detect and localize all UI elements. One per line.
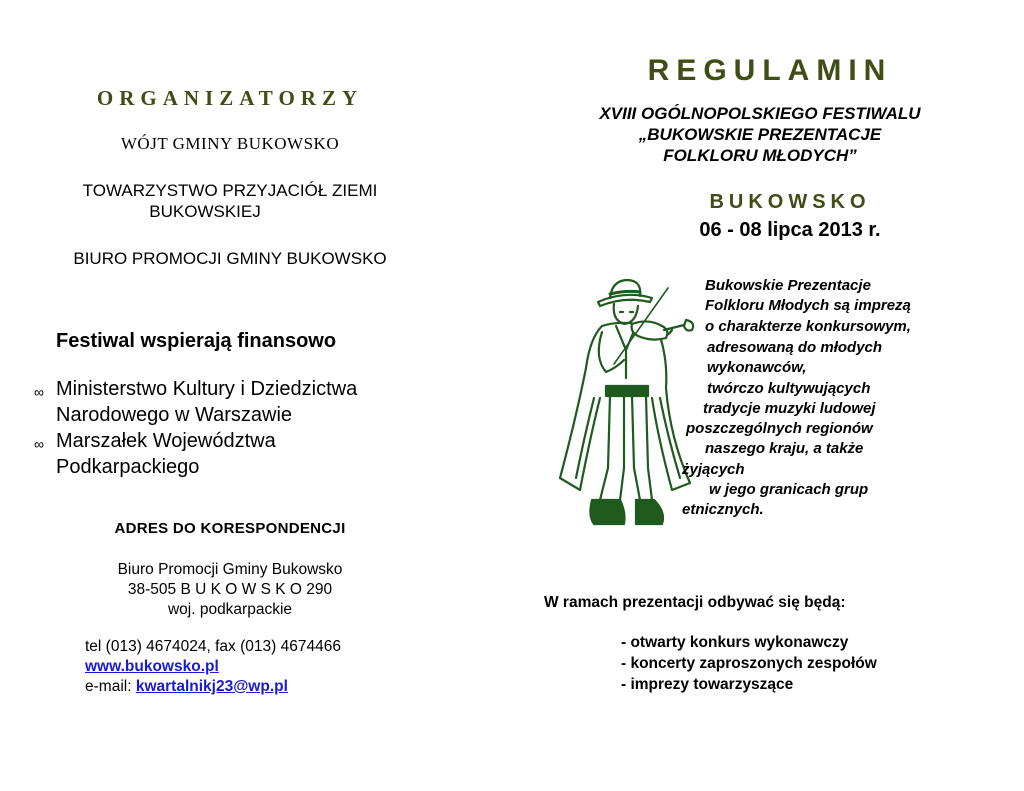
address-title: ADRES DO KORESPONDENCJI — [114, 520, 346, 537]
festival-subtitle — [540, 103, 980, 166]
organizer-wojt: WÓJT GMINY BUKOWSKO — [120, 134, 340, 153]
organizers-title: ORGANIZATORZY — [96, 86, 364, 110]
description-line: etnicznych. — [682, 501, 764, 518]
infinity-bullet-icon: ∞ — [34, 436, 44, 452]
description-line: Folkloru Młodych są imprezą — [705, 297, 911, 314]
description-line: wykonawców, — [707, 359, 807, 376]
address-line: 38-505 B U K O W S K O 290 — [127, 581, 333, 598]
infinity-bullet-icon: ∞ — [34, 384, 44, 400]
subtitle-line: FOLKLORU MŁODYCH” — [663, 146, 857, 165]
description-line: naszego kraju, a także — [705, 440, 864, 457]
description-line: o charakterze konkursowym, — [705, 318, 911, 335]
subtitle-line: XVIII OGÓLNOPOLSKIEGO FESTIWALU — [599, 104, 921, 123]
sponsor-line2: Podkarpackiego — [56, 456, 200, 478]
support-title: Festiwal wspierają finansowo — [56, 330, 337, 352]
description-line: Bukowskie Prezentacje — [705, 277, 871, 294]
address-block — [40, 560, 420, 620]
description-line: w jego granicach grup — [709, 481, 869, 498]
description-line: żyjących — [682, 461, 745, 478]
organizer-biuro: BIURO PROMOCJI GMINY BUKOWSKO — [73, 249, 387, 268]
contact-block — [85, 637, 341, 697]
address-line: Biuro Promocji Gminy Bukowsko — [117, 561, 343, 578]
event-item: - imprezy towarzyszące — [621, 676, 794, 693]
sponsor-item — [34, 428, 436, 480]
organizer-towarzystwo — [40, 180, 420, 222]
sponsor-line1: Marszałek Województwa — [56, 430, 276, 452]
regulamin-title: REGULAMIN — [647, 54, 893, 87]
town-name: BUKOWSKO — [709, 191, 871, 213]
email-link[interactable]: kwartalnikj23@wp.pl — [135, 678, 288, 695]
description-line: tradycje muzyki ludowej — [703, 400, 876, 417]
description-line: adresowaną do młodych — [707, 339, 883, 356]
phone-fax: tel (013) 4674024, fax (013) 4674466 — [85, 638, 341, 655]
sponsor-item — [34, 376, 436, 428]
email-label: e-mail: — [85, 678, 136, 695]
website-link[interactable]: www.bukowsko.pl — [85, 658, 219, 675]
organizer-towarzystwo-line1: TOWARZYSTWO PRZYJACIÓŁ ZIEMI — [82, 181, 378, 200]
sponsor-line2: Narodowego w Warszawie — [56, 404, 293, 426]
organizer-towarzystwo-line2: BUKOWSKIEJ — [149, 202, 261, 221]
events-intro: W ramach prezentacji odbywać się będą: — [544, 594, 846, 611]
subtitle-line: „BUKOWSKIE PREZENTACJE — [638, 125, 882, 144]
description-line: poszczególnych regionów — [686, 420, 873, 437]
sponsor-line1: Ministerstwo Kultury i Dziedzictwa — [56, 378, 358, 400]
event-item: - koncerty zaproszonych zespołów — [621, 655, 877, 672]
festival-dates: 06 - 08 lipca 2013 r. — [699, 219, 881, 241]
event-item: - otwarty konkurs wykonawczy — [621, 634, 849, 651]
description-line: twórczo kultywujących — [707, 380, 871, 397]
address-line: woj. podkarpackie — [167, 601, 293, 618]
